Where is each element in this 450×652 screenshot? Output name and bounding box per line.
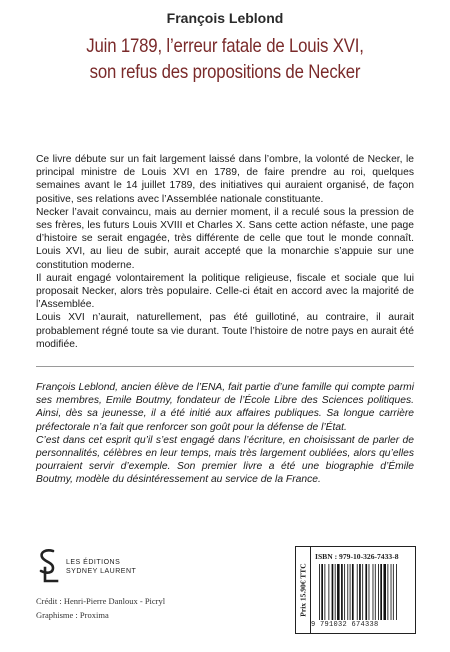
author-biography	[36, 381, 414, 487]
graphic-design-credit: Graphisme : Proxima	[36, 610, 109, 620]
image-credit: Crédit : Henri-Pierre Danloux - Picryl	[36, 596, 166, 606]
author-name: François Leblond	[166, 10, 284, 26]
barcode-digits: 9 791032 674338	[311, 621, 379, 629]
price-label: Prix 15.90€ TTC	[298, 563, 308, 617]
credits	[36, 594, 165, 622]
publisher-name	[66, 558, 136, 576]
description-paragraph: Ce livre débute sur un fait largement laissé dans l’ombre, la volonté de Necker, le principal ministre de Louis XVI en 1789, de faire prendre au roi, quelques semaines avant le 14 juillet 1789, des initiatives qui auraient organisé, de façon positive, ses relations avec l’Assemblée nationale constituante.	[36, 154, 414, 205]
description-paragraph: Il aurait engagé volontairement la politique religieuse, fiscale et sociale que lui proposait Necker, alors très populaire. Celle-ci était en accord avec la majorité de l’Assemblée.	[36, 272, 414, 311]
publisher-block	[36, 548, 206, 584]
section-divider	[36, 366, 414, 367]
description-paragraph: Necker l’avait convaincu, mais au dernier moment, il a reculé sous la pression de ses frères, les futurs Louis XVIII et Charles X. Sans cette action néfaste, une page d’histoire se serait engagée, très différente de celle que tout le monde connaît. Louis XVI, au lieu de subir, aurait accepté que la monarchie s’appuie sur une constitution moderne.	[36, 206, 414, 271]
price-strip	[296, 547, 311, 633]
description-paragraph: Louis XVI n’aurait, naturellement, pas été guillotiné, au contraire, il aurait probablement régné toute sa vie durant. Toute l’histoire de notre pays en aurait été modifiée.	[36, 312, 414, 350]
book-title-line-2: son refus des propositions de Necker	[89, 61, 361, 83]
barcode-box	[295, 546, 416, 634]
book-title	[20, 33, 430, 85]
book-title-line-1: Juin 1789, l’erreur fatale de Louis XVI,	[86, 35, 364, 57]
barcode-bars	[318, 564, 410, 620]
publisher-logo-icon	[36, 548, 60, 584]
publisher-name-line-1: LES ÉDITIONS	[66, 559, 121, 566]
publisher-name-line-2: SYDNEY LAURENT	[66, 568, 137, 575]
bio-paragraph: François Leblond, ancien élève de l’ENA, fait partie d’une famille qui compte parmi ses membres, Emile Boutmy, fondateur de l’École Libre des Sciences politiques. Ainsi, dès sa jeunesse, il a été initié aux affaires publiques. Sa longue carrière préfectorale n’a fait que renforcer son goût pour la défense de l’État.	[36, 382, 414, 433]
book-description	[36, 153, 414, 351]
bio-paragraph: C’est dans cet esprit qu’il s’est engagé dans l’écriture, en choisissant de parler de personnalités, célèbres en leur temps, mais très largement oubliées, alors qu’elles pourraient servir d’exemple. Son premier livre a été une biographie d’Émile Boutmy, modèle du désintéressement au service de la France.	[36, 434, 414, 486]
isbn-label: ISBN : 979-10-326-7433-8	[315, 552, 399, 561]
